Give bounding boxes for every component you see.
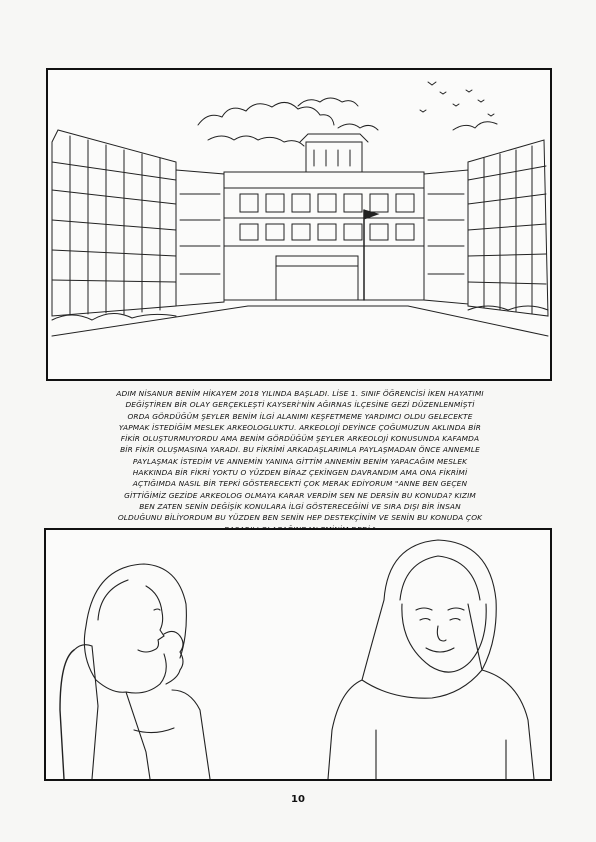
narration-line: FİKİR OLUŞTURMUYORDU AMA BENİM GÖRDÜĞÜM ŞEYLER ARKEOLOJİ KONUSUNDA KAFAMDA — [120, 434, 480, 444]
narration-line: GİTTİĞİMİZ GEZİDE ARKEOLOG OLMAYA KARAR VERDİM SEN NE DERSİN BU KONUDA? KIZIM — [124, 490, 476, 500]
narration-line: HAKKINDA BİR FİKRİ YOKTU O YÜZDEN BİRAZ ÇEKİNGEN DAVRANDIM AMA ONA FİKRİMİ — [132, 468, 468, 478]
narration-line: PAYLAŞMAK İSTEDİM VE ANNEMİN YANINA GİTTİM ANNEMİN BENİM YAPACAĞIM MESLEK — [132, 456, 468, 466]
school-building-drawing — [48, 70, 550, 379]
narration-line: AÇTIĞIMDA NASIL BİR TEPKİ GÖSTERECEKTİ ÇOK MERAK EDİYORUM "ANNE BEN GEÇEN — [132, 479, 468, 489]
narration-line: OLDUĞUNU BİLİYORDUM BU YÜZDEN BEN SENİN HEP DESTEKÇİNİM VE SENİN BU KONUDA ÇOK — [117, 513, 483, 523]
narration-line: BİR FİKİR OLUŞMASINA YARADI. BU FİKRİMİ ARKADAŞLARIMLA PAYLAŞMADAN ÖNCE ANNEMLE — [120, 445, 480, 455]
mother-figure — [328, 540, 534, 779]
narration-line: ADIM NİSANUR BENİM HİKAYEM 2018 YILINDA BAŞLADI. LİSE 1. SINIF ÖĞRENCİSİ İKEN HAYATIMI — [116, 389, 484, 398]
daughter-figure — [60, 564, 210, 779]
narration-line: BEN ZATEN SENİN DEĞİŞİK KONULARA İLGİ GÖSTERECEĞİNİ VE SIRA DIŞI BİR İNSAN — [139, 501, 461, 511]
narration-line: DEĞİŞTİREN BİR OLAY GERÇEKLEŞTİ KAYSERİ'NİN AĞIRNAS İLÇESİNE GEZİ DÜZENLENMİŞTİ — [125, 400, 475, 410]
mother-daughter-panel — [44, 528, 552, 781]
page-number: 10 — [291, 794, 305, 805]
narration-line: ORDA GÖRDÜĞÜM ŞEYLER BENİM İLGİ ALANIMI KEŞFETMEME YARDIMCI OLDU GELECEKTE — [127, 411, 473, 421]
school-building-panel — [46, 68, 552, 381]
mother-daughter-drawing — [46, 530, 550, 779]
narration-text — [60, 388, 540, 535]
narration-line: YAPMAK İSTEDİĞİM MESLEK ARKEOLOGLUKTU. ARKEOLOJİ DEYİNCE ÇOĞUMUZUN AKLINDA BİR — [118, 422, 482, 432]
